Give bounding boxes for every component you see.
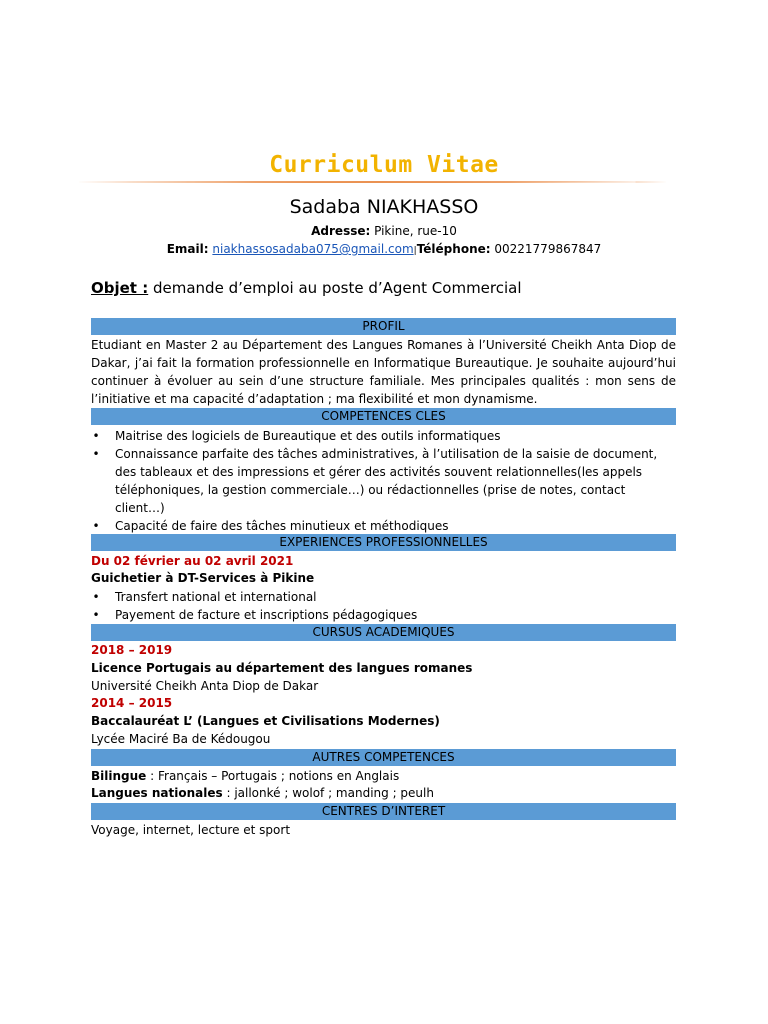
experience-role: Guichetier à DT-Services à Pikine [91,571,315,585]
objective-text: demande d’emploi au poste d’Agent Commercial [152,279,522,297]
phone-label: Téléphone: [416,242,491,256]
phone-value: 00221779867847 [494,242,602,256]
bilingue-label: Bilingue [91,769,147,783]
list-item: • Connaissance parfaite des tâches administratives, à l’utilisation de la saisie de document, des tableaux et des impressions et gérer des activités souvent relationnelles(les appels téléphoniques, la gestion commerciale…) ou rédactionnelles (prise de notes, contact client…) [92,447,658,515]
list-item: • Capacité de faire des tâches minutieux et méthodiques [92,519,449,533]
list-item: • Maitrise des logiciels de Bureautique et des outils informatiques [92,429,501,443]
address-line [0,224,768,238]
bilingue-value: : Français – Portugais ; notions en Anglais [146,769,400,783]
section-heading-profil: PROFIL [91,318,676,335]
objective-label: Objet : [91,279,149,297]
bullet-icon: • [92,429,100,443]
bullet-icon: • [92,590,100,604]
section-heading-cursus: CURSUS ACADEMIQUES [91,624,676,641]
competences-list [91,427,676,535]
cursus-years: 2014 – 2015 [91,696,173,710]
address-label: Adresse: [311,224,371,238]
cursus-school: Université Cheikh Anta Diop de Dakar [91,679,319,693]
bilingue-line [91,768,399,785]
contact-separator: | [413,246,417,256]
cursus-degree: Baccalauréat L’ (Langues et Civilisations Modernes) [91,714,440,728]
interets-text: Voyage, internet, lecture et sport [91,823,291,837]
profil-text: Etudiant en Master 2 au Département des Langues Romanes à l’Université Cheikh Anta Diop de Dakar, j’ai fait la formation professionnelle en Informatique Bureautique. Je souhaite aujourd’hui continuer à évoluer au sein d’une structure familiale. Mes principales qualités : mon sens de l’initiative et ma capacité d’adaptation ; ma flexibilité et mon dynamisme. [91,338,676,406]
address-value: Pikine, rue-10 [374,224,457,238]
objective-line [91,279,522,297]
list-item: • Transfert national et international [92,590,317,604]
langues-line [91,785,434,802]
title-underline-decoration [76,180,668,184]
cursus-years: 2018 – 2019 [91,643,173,657]
section-heading-competences: COMPETENCES CLES [91,408,676,425]
email-link[interactable]: niakhassosadaba075@gmail.com [212,242,414,256]
contact-line [0,242,768,256]
experience-tasks-list [91,588,676,624]
bullet-icon: • [92,608,100,622]
section-heading-autres: AUTRES COMPETENCES [91,749,676,766]
bullet-icon: • [92,519,100,533]
list-item: • Payement de facture et inscriptions pédagogiques [92,608,418,622]
cursus-school: Lycée Maciré Ba de Kédougou [91,732,271,746]
document-title: Curriculum Vitae [269,152,499,178]
candidate-name: Sadaba NIAKHASSO [289,196,479,218]
section-heading-interets: CENTRES D’INTERET [91,803,676,820]
cursus-degree: Licence Portugais au département des langues romanes [91,661,473,675]
experience-period: Du 02 février au 02 avril 2021 [91,554,294,568]
bullet-icon: • [92,447,100,461]
langues-label: Langues nationales [91,786,223,800]
section-heading-experiences: EXPERIENCES PROFESSIONNELLES [91,534,676,551]
langues-value: : jallonké ; wolof ; manding ; peulh [222,786,434,800]
email-label: Email: [166,242,209,256]
